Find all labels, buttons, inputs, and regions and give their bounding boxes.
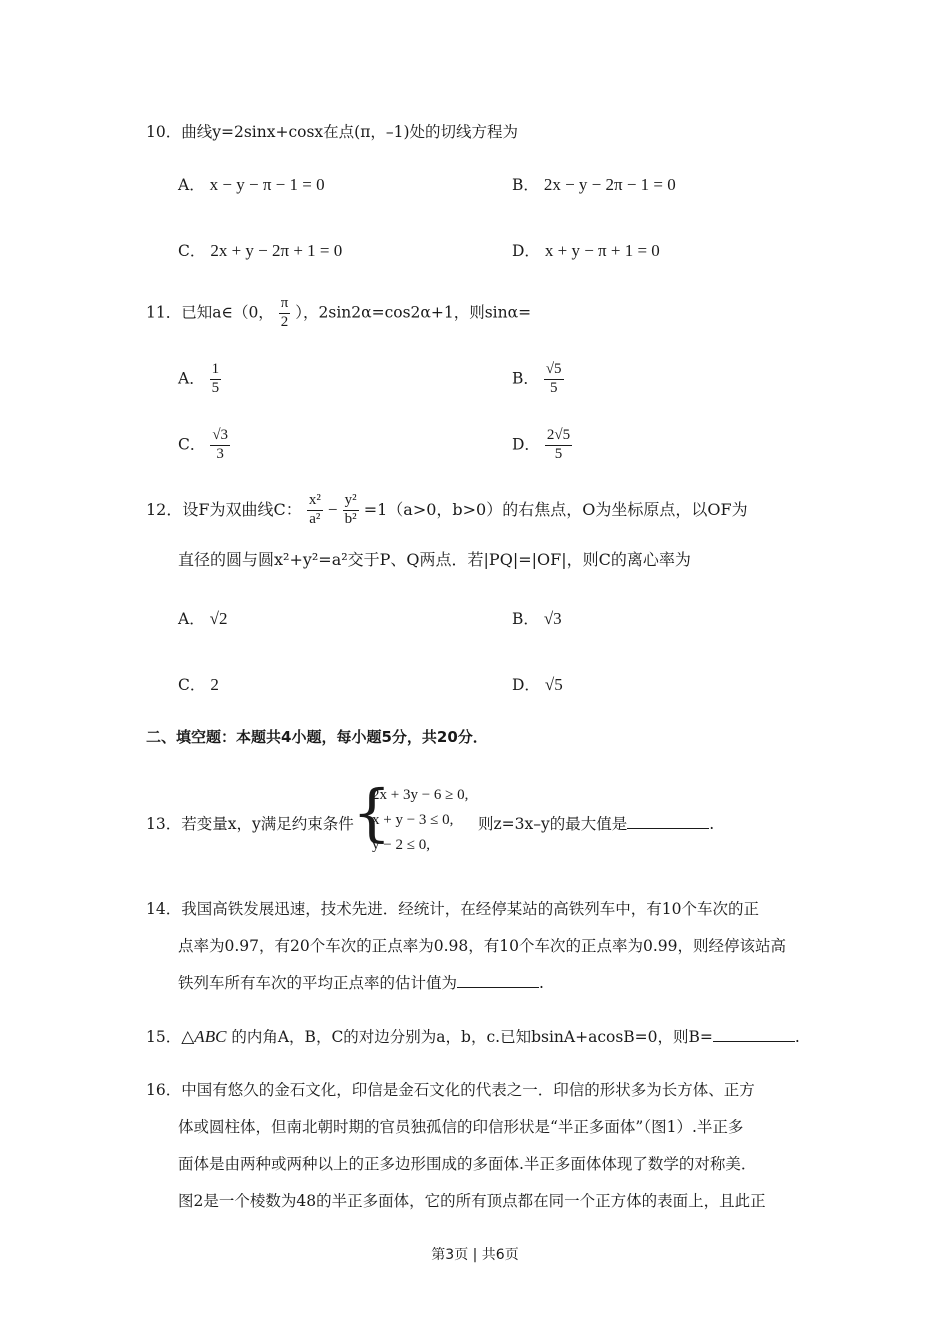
fraction-numerator: √3 (210, 428, 230, 446)
section-heading: 二、填空题：本题共4小题，每小题5分，共20分． (146, 728, 488, 746)
option-text: 2x − y − 2π − 1 = 0 (543, 175, 676, 194)
fraction-denominator: 2 (280, 313, 289, 330)
q11-stem-b: ），2sin2α=cos2α+1，则sinα= (295, 303, 532, 322)
option-text: x − y − π − 1 = 0 (209, 175, 325, 194)
q15-text: 的内角A，B，C的对边分别为a，b，c.已知bsinA+acosB=0，则B= (231, 1028, 713, 1046)
option-text: √5 (544, 675, 563, 694)
fraction-denominator: a² (309, 510, 321, 527)
q15-end: . (794, 1028, 800, 1046)
q16-line3: 面体是由两种或两种以上的正多边形围成的多面体.半正多面体体现了数学的对称美． (178, 1155, 757, 1173)
q11-fraction (279, 296, 291, 331)
fraction-numerator: x² (307, 493, 323, 511)
q13-constraints (372, 783, 468, 858)
answer-blank (457, 973, 539, 988)
q13-stem: 13．若变量x，y满足约束条件 (146, 815, 354, 833)
q11-option-b (512, 362, 564, 397)
q16-line1: 16．中国有悠久的金石文化，印信是金石文化的代表之一．印信的形状多为长方体、正方 (146, 1081, 755, 1099)
q12-option-c (178, 673, 219, 695)
q13-tail (478, 812, 714, 834)
q11-option-a (178, 362, 221, 397)
fraction-denominator: 3 (216, 445, 224, 462)
constraint-2: x + y − 3 ≤ 0, (372, 812, 454, 828)
q10-stem: 10．曲线y=2sinx+cosx在点(π，–1)处的切线方程为 (146, 123, 519, 141)
constraint-1: 2x + 3y − 6 ≥ 0, (372, 787, 469, 803)
option-label: A． (178, 369, 205, 388)
option-fraction (210, 428, 230, 463)
option-label: C． (178, 242, 206, 260)
q12-fraction-x (307, 493, 323, 528)
option-label: B． (512, 369, 539, 388)
option-text: √3 (543, 609, 562, 628)
option-label: D． (512, 676, 540, 694)
q13-end: . (709, 815, 715, 833)
option-label: C． (178, 676, 206, 694)
option-fraction (210, 362, 222, 397)
fraction-denominator: 5 (211, 379, 220, 396)
fraction-numerator: π (279, 296, 291, 314)
fraction-numerator: y² (343, 493, 359, 511)
q11-stem (146, 296, 531, 331)
fraction-denominator: 5 (549, 379, 558, 396)
fraction-denominator: 5 (554, 445, 563, 462)
q14-line2: 点率为0.97，有20个车次的正点率为0.98，有10个车次的正点率为0.99，则经停该站高 (178, 937, 786, 955)
q14-line3 (178, 971, 544, 993)
q12-stem-b: =1（a>0，b>0）的右焦点，O为坐标原点，以OF为 (363, 499, 748, 519)
fraction-denominator: b² (344, 510, 357, 527)
q12-stem (146, 493, 748, 528)
q12-option-a (178, 607, 227, 629)
q15-stem (146, 1025, 800, 1047)
option-fraction (545, 428, 572, 463)
fraction-numerator: √5 (544, 362, 564, 380)
left-brace: { (352, 776, 392, 849)
option-label: A． (178, 610, 205, 628)
option-label: A． (178, 176, 205, 194)
q10-option-b (512, 173, 676, 195)
q10-option-a (178, 173, 325, 195)
q12-line2: 直径的圆与圆x²+y²=a²交于P、Q两点．若|PQ|=|OF|，则C的离心率为 (178, 550, 691, 569)
option-text: 2x + y − 2π + 1 = 0 (210, 241, 343, 260)
minus-sign: − (327, 499, 338, 519)
q16-line2: 体或圆柱体，但南北朝时期的官员独孤信的印信形状是“半正多面体”（图1）.半正多 (178, 1118, 744, 1136)
q10-option-d (512, 239, 660, 261)
option-label: B． (512, 610, 539, 628)
option-text: x + y − π + 1 = 0 (544, 241, 660, 260)
q10-option-c (178, 239, 342, 261)
fraction-numerator: 1 (210, 362, 222, 380)
option-text: 2 (210, 675, 219, 694)
q11-option-d (512, 428, 572, 463)
answer-blank (627, 814, 709, 829)
q11-option-c (178, 428, 230, 463)
q12-option-d (512, 673, 563, 695)
q11-stem-a: 11．已知a∈（0， (146, 303, 274, 322)
q16-line4: 图2是一个棱数为48的半正多面体，它的所有顶点都在同一个正方体的表面上，且此正 (178, 1192, 766, 1210)
answer-blank (713, 1027, 795, 1042)
q14-line1: 14．我国高铁发展迅速，技术先进．经统计，在经停某站的高铁列车中，有10个车次的正 (146, 900, 759, 918)
option-text: √2 (209, 609, 228, 628)
q12-option-b (512, 607, 562, 629)
option-label: D． (512, 242, 540, 260)
constraint-3: y − 2 ≤ 0, (372, 837, 430, 853)
q15-num: 15． (146, 1028, 182, 1046)
fraction-numerator: 2√5 (545, 428, 572, 446)
option-label: D． (512, 435, 540, 454)
q14-line3-text: 铁列车所有车次的平均正点率的估计值为 (178, 974, 458, 992)
option-label: C． (178, 435, 206, 454)
q12-fraction-y (343, 493, 359, 528)
q13-tail-text: 则z=3x–y的最大值是 (478, 815, 628, 833)
option-fraction (544, 362, 564, 397)
q14-end: . (539, 974, 544, 992)
page-footer: 第3页 | 共6页 (431, 1247, 519, 1263)
q12-stem-a: 12．设F为双曲线C： (146, 499, 302, 519)
triangle-abc: △ABC (181, 1027, 227, 1046)
option-label: B． (512, 176, 539, 194)
